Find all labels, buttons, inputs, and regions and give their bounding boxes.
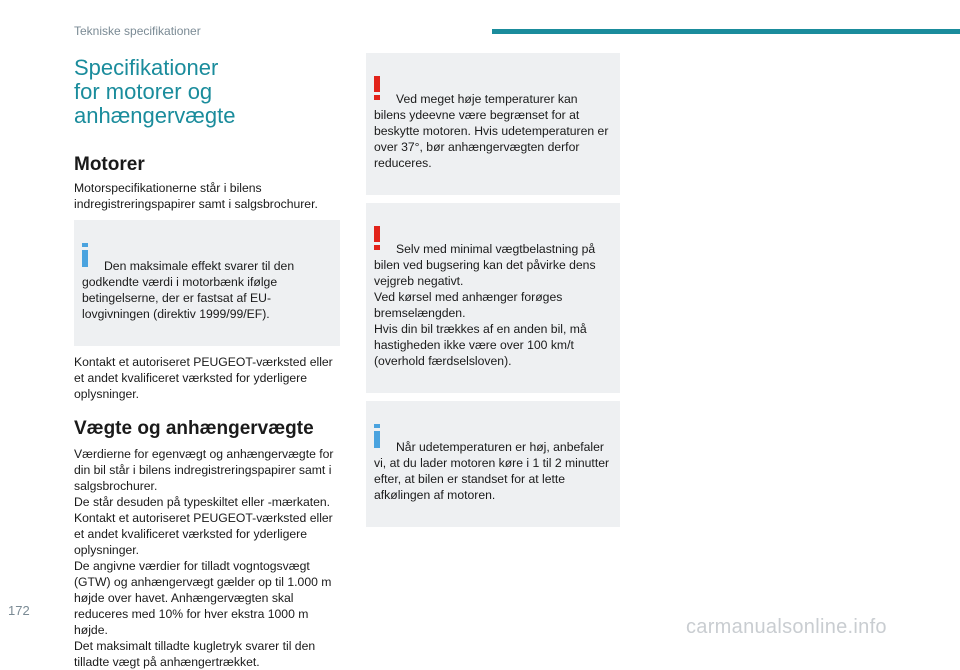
info-box-text: Den maksimale effekt svarer til den godkendte værdi i motorbænk ifølge betingelserne, der er fastsat af EU-lovgivningen (direktiv 1999/99/EF).	[82, 259, 295, 321]
info-box-motor-effect	[74, 220, 340, 346]
info-box-cooling	[366, 401, 620, 527]
page-number: 172	[8, 603, 30, 618]
warning-box-text: Selv med minimal vægtbelastning på bilen ved bugsering kan det påvirke dens vejgreb negativt. Ved kørsel med anhænger forøges bremselængden. Hvis din bil trækkes af en anden bil, må hastigheden ikke være over 100 km/t (overhold færdselsloven).	[374, 242, 596, 368]
vaegte-paragraph: Værdierne for egenvægt og anhængervægte for din bil står i bilens indregistreringspapirer samt i salgsbrochurer. De står desuden på typeskiltet eller -mærkaten. Kontakt et autoriseret PEUGEOT-værksted eller et andet kvalificeret værksted for yderligere oplysninger. De angivne værdier for tilladt vogntogsvægt (GTW) og anhængervægt gælder op til 1.000 m højde over havet. Anhængervægten skal reduceres med 10% for hver ekstra 1000 m højde. Det maksimalt tilladte kugletryk svarer til den tilladte vægt på anhængertrækket.	[74, 447, 334, 669]
right-column	[366, 53, 620, 535]
warning-box-text: Ved meget høje temperaturer kan bilens ydeevne være begrænset for at beskytte motoren. Hvis udetemperaturen er over 37°, bør anhængervægten derfor reduceres.	[374, 92, 609, 170]
warning-icon	[372, 210, 384, 236]
page-title: Specifikationer for motorer og anhængervægte	[74, 55, 236, 128]
running-header: Tekniske specifikationer	[74, 24, 201, 38]
info-icon	[372, 408, 384, 434]
heading-vaegte: Vægte og anhængervægte	[74, 418, 314, 439]
warning-icon	[372, 60, 384, 86]
header-accent-bar	[492, 29, 960, 34]
info-box-text: Når udetemperaturen er høj, anbefaler vi, at du lader motoren køre i 1 til 2 minutter efter, at bilen er standset for at lette afkølingen af motoren.	[374, 440, 610, 502]
watermark: carmanualsonline.info	[686, 616, 887, 638]
heading-motorer: Motorer	[74, 154, 145, 175]
motorer-paragraph: Motorspecifikationerne står i bilens indregistreringspapirer samt i salgsbrochurer.	[74, 181, 318, 211]
warning-box-temperature	[366, 53, 620, 195]
left-column	[74, 56, 340, 670]
kontakt-paragraph: Kontakt et autoriseret PEUGEOT-værksted eller et andet kvalificeret værksted for yderligere oplysninger.	[74, 355, 333, 401]
info-icon	[80, 227, 92, 253]
warning-box-towing	[366, 203, 620, 393]
